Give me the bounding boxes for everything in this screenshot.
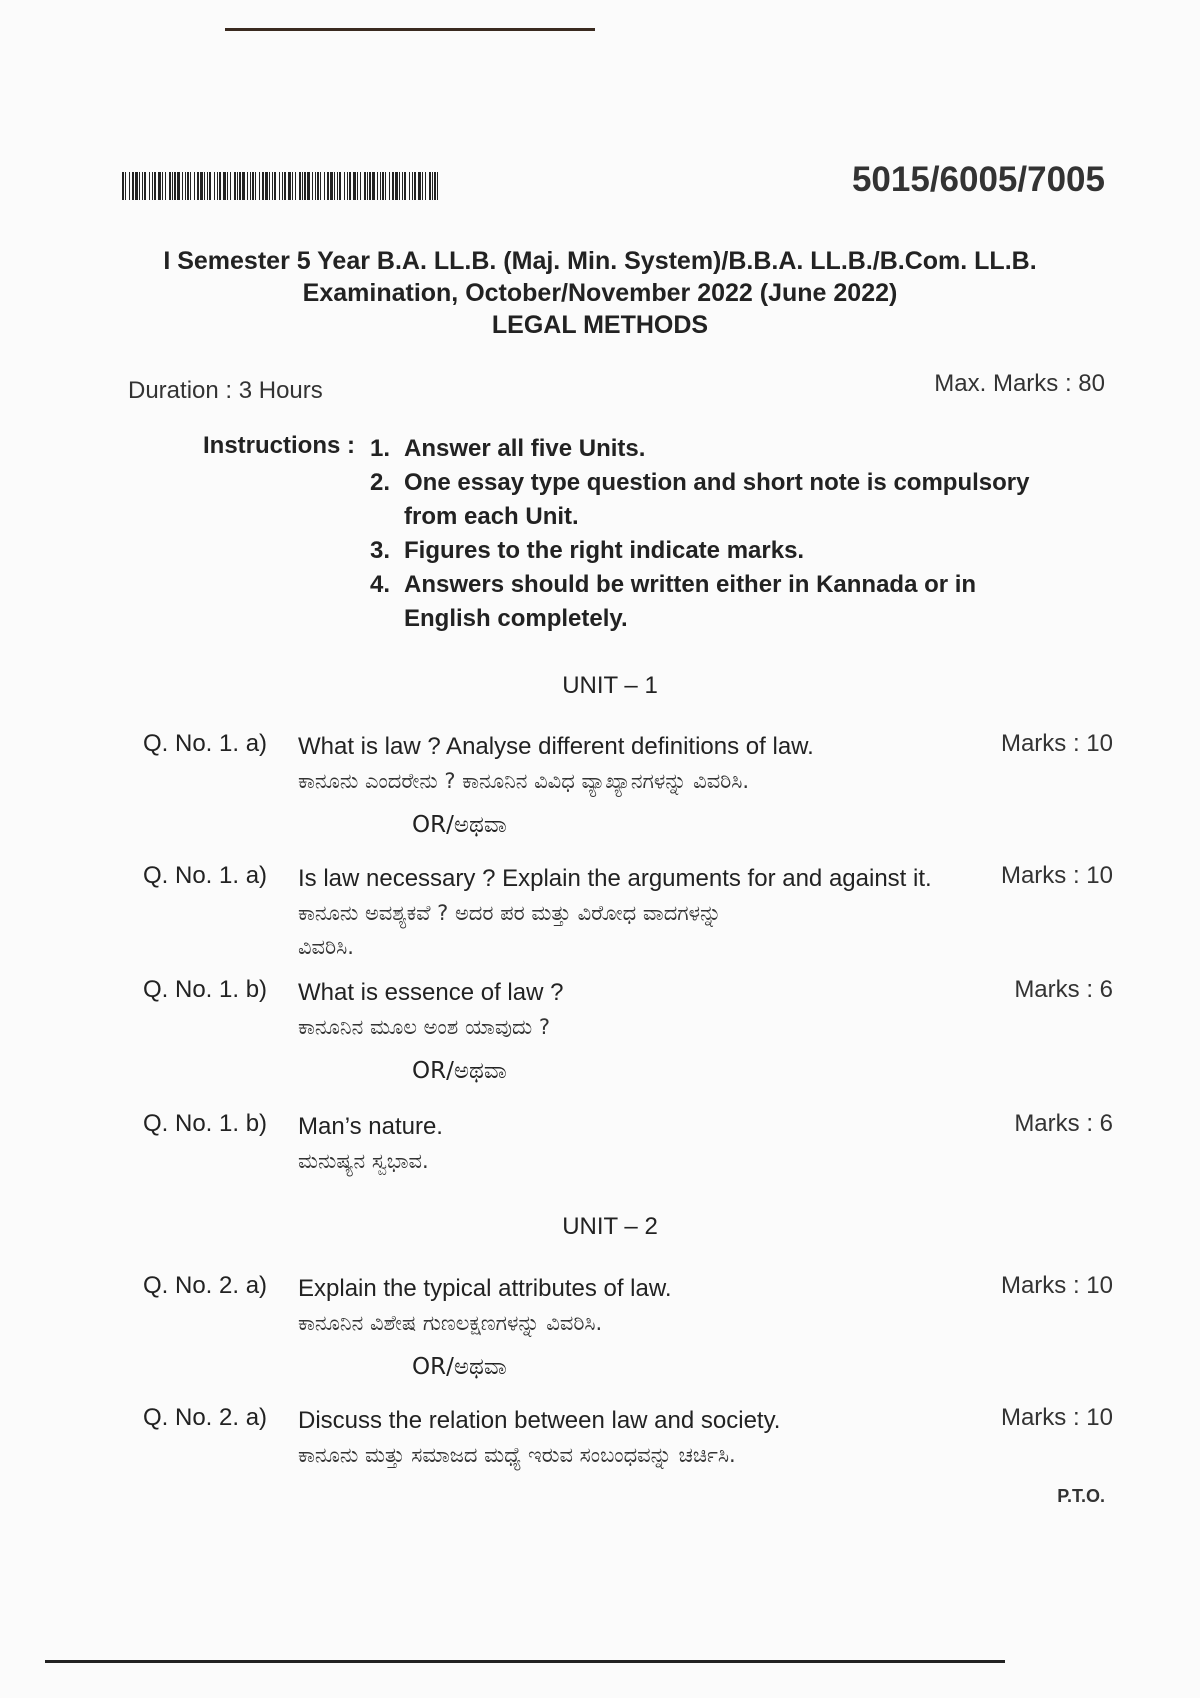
question-number: Q. No. 1. a) xyxy=(143,862,268,889)
question-text: What is essence of law ? ಕಾನೂನಿನ ಮೂಲ ಅಂಶ ಯಾವುದು ? xyxy=(298,979,564,1039)
duration: Duration : 3 Hours xyxy=(128,377,323,404)
top-rule xyxy=(225,28,595,31)
question-number: Q. No. 2. a) xyxy=(143,1404,268,1431)
question-text: Explain the typical attributes of law. ಕಾನೂನಿನ ವಿಶೇಷ ಗುಣಲಕ್ಷಣಗಳನ್ನು ವಿವರಿಸಿ. xyxy=(298,1275,672,1335)
question-marks: Marks : 10 xyxy=(1000,1404,1113,1431)
bottom-rule xyxy=(45,1660,1005,1663)
instruction-item: 4. Answers should be written either in Kannada or in English completely. xyxy=(370,571,977,632)
question-text: Man’s nature. ಮನುಷ್ಯನ ಸ್ವಭಾವ. xyxy=(298,1113,443,1173)
or-separator: OR/ಅಥವಾ xyxy=(412,1354,507,1380)
question-marks: Marks : 10 xyxy=(1000,730,1113,757)
exam-header xyxy=(120,245,1080,341)
or-separator: OR/ಅಥವಾ xyxy=(412,1058,507,1084)
question-text: Is law necessary ? Explain the arguments for and against it. ಕಾನೂನು ಅವಶ್ಯಕವೆ ? ಅದರ ಪರ ಮತ್ತು ವಿರೋಧ ವಾದಗಳನ್ನು ವಿವರಿಸಿ. xyxy=(298,865,932,959)
exam-title-line1: I Semester 5 Year B.A. LL.B. (Maj. Min. System)/B.B.A. LL.B./B.Com. LL.B. xyxy=(163,247,1037,275)
question-number: Q. No. 2. a) xyxy=(143,1272,268,1299)
question-number: Q. No. 1. b) xyxy=(143,976,268,1003)
question-number: Q. No. 1. a) xyxy=(143,730,268,757)
question-number: Q. No. 1. b) xyxy=(143,1110,268,1137)
exam-title-line2: Examination, October/November 2022 (June 2022) xyxy=(302,279,898,307)
barcode-icon xyxy=(122,172,438,200)
or-separator: OR/ಅಥವಾ xyxy=(412,812,507,838)
unit-heading: UNIT – 1 xyxy=(562,672,658,699)
question-marks: Marks : 10 xyxy=(1000,1272,1113,1299)
question-marks: Marks : 6 xyxy=(1014,1110,1113,1137)
unit-heading: UNIT – 2 xyxy=(562,1213,658,1240)
question-marks: Marks : 10 xyxy=(1000,862,1113,889)
pto-label: P.T.O. xyxy=(1057,1486,1105,1506)
instruction-item: 1. Answer all five Units. xyxy=(370,435,646,462)
max-marks: Max. Marks : 80 xyxy=(934,370,1105,397)
question-marks: Marks : 6 xyxy=(1014,976,1113,1003)
instruction-item: 2. One essay type question and short note is compulsory from each Unit. xyxy=(370,469,1030,530)
question-text: Discuss the relation between law and society. ಕಾನೂನು ಮತ್ತು ಸಮಾಜದ ಮಧ್ಯೆ ಇರುವ ಸಂಬಂಧವನ್ನು ಚರ್ಚಿಸಿ. xyxy=(298,1407,781,1467)
subject-title: LEGAL METHODS xyxy=(491,311,709,339)
instructions-label: Instructions : xyxy=(203,432,356,459)
question-text: What is law ? Analyse different definitions of law. ಕಾನೂನು ಎಂದರೇನು ? ಕಾನೂನಿನ ವಿವಿಧ ವ್ಯಾಖ್ಯಾನಗಳನ್ನು ವಿವರಿಸಿ. xyxy=(298,733,814,793)
instruction-item: 3. Figures to the right indicate marks. xyxy=(370,537,805,564)
paper-code: 5015/6005/7005 xyxy=(851,160,1105,199)
